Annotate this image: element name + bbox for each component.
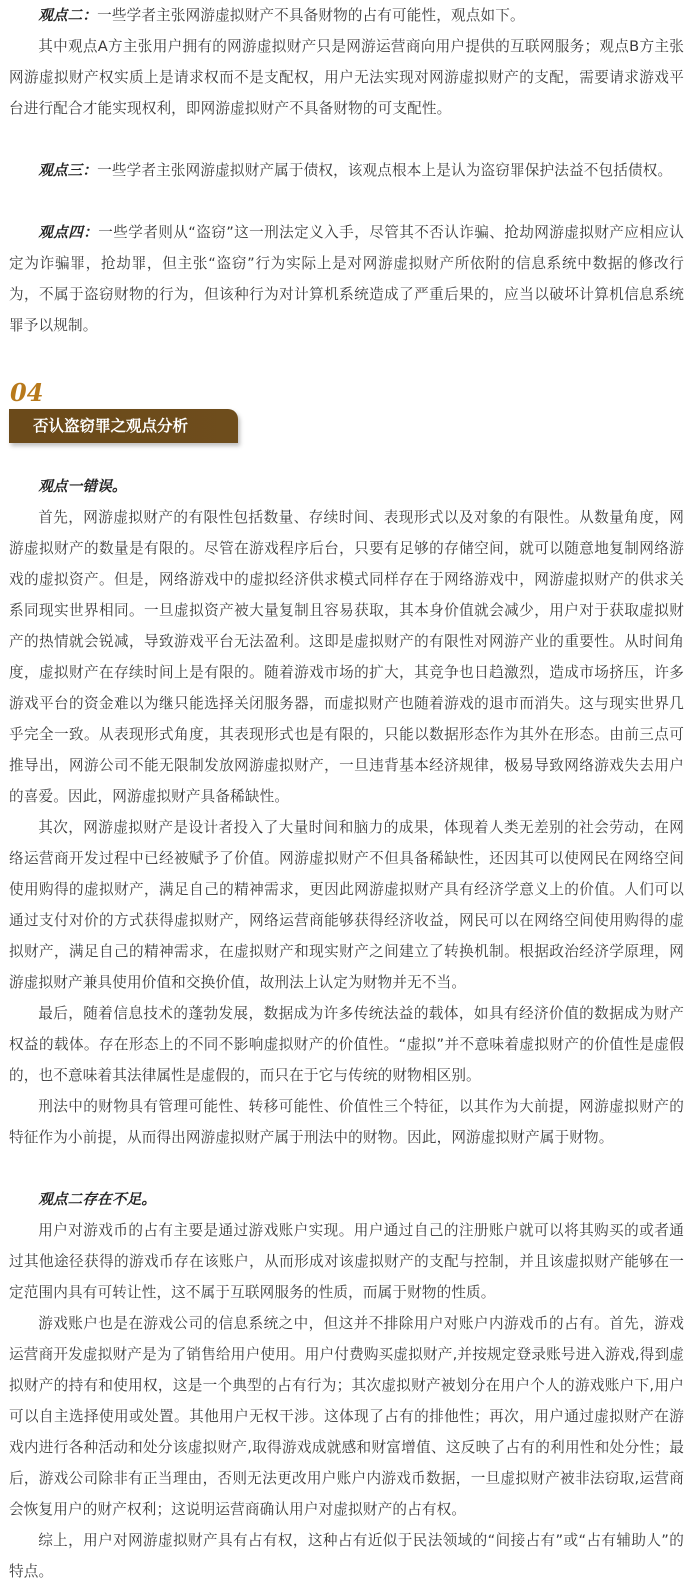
analysis-heading-1-text: 观点一错误。 bbox=[38, 478, 127, 495]
paragraph-viewpoint-2-detail: 其中观点A方主张用户拥有的网游虚拟财产只是网游运营商向用户提供的互联网服务；观点B方主张网游虚拟财产权实质上是请求权而不是支配权，用户无法实现对网游虚拟财产的支配，需要请求游戏平台进行配合才能实现权利，即网游虚拟财产不具备财物的可支配性。 bbox=[9, 38, 684, 117]
section-title-banner: 否认盗窃罪之观点分析 bbox=[9, 409, 238, 443]
paragraph-viewpoint-4 bbox=[9, 217, 684, 341]
analysis-paragraph-6: 游戏账户也是在游戏公司的信息系统之中，但这并不排除用户对账户内游戏币的占有。首先，游戏运营商开发虚拟财产是为了销售给用户使用。用户付费购买虚拟财产,并按规定登录账号进入游戏,得到虚拟财产的持有和使用权，这是一个典型的占有行为；其次虚拟财产被划分在用户个人的游戏账户下,用户可以自主选择使用或处置。其他用户无权干涉。这体现了占有的排他性；再次，用户通过虚拟财产在游戏内进行各种活动和处分该虚拟财产,取得游戏成就感和财富增值、这反映了占有的利用性和处分性；最后，游戏公司除非有正当理由，否则无法更改用户账户内游戏币数据，一旦虚拟财产被非法窃取,运营商会恢复用户的财产权利；这说明运营商确认用户对虚拟财产的占有权。 bbox=[9, 1315, 684, 1518]
analysis-paragraph-2: 其次，网游虚拟财产是设计者投入了大量时间和脑力的成果，体现着人类无差别的社会劳动，在网络运营商开发过程中已经被赋予了价值。网游虚拟财产不但具备稀缺性，还因其可以使网民在网络空间使用购得的虚拟财产，满足自己的精神需求，更因此网游虚拟财产具有经济学意义上的价值。人们可以通过支付对价的方式获得虚拟财产，网络运营商能够获得经济收益，网民可以在网络空间使用购得的虚拟财产，满足自己的精神需求，在虚拟财产和现实财产之间建立了转换机制。根据政治经济学原理，网游虚拟财产兼具使用价值和交换价值，故刑法上认定为财物并无不当。 bbox=[9, 819, 684, 991]
paragraph-viewpoint-3 bbox=[9, 155, 684, 186]
viewpoint-4-label: 观点四： bbox=[38, 224, 99, 241]
analysis-heading-2-text: 观点二存在不足。 bbox=[38, 1191, 157, 1208]
viewpoint-3-label: 观点三： bbox=[38, 162, 98, 179]
analysis-paragraph-3: 最后，随着信息技术的蓬勃发展，数据成为许多传统法益的载体，如具有经济价值的数据成为财产权益的载体。存在形态上的不同不影响虚拟财产的价值性。“虚拟”并不意味着虚拟财产的价值性是虚假的，也不意味着其法律属性是虚假的，而只在于它与传统的财物相区别。 bbox=[9, 1005, 684, 1084]
analysis-paragraph-5: 用户对游戏币的占有主要是通过游戏账户实现。用户通过自己的注册账户就可以将其购买的或者通过其他途径获得的游戏币存在该账户，从而形成对该虚拟财产的支配与控制，并且该虚拟财产能够在一定范围内具有可转让性，这不属于互联网服务的性质，而属于财物的性质。 bbox=[9, 1222, 684, 1301]
analysis-paragraph-1: 首先，网游虚拟财产的有限性包括数量、存续时间、表现形式以及对象的有限性。从数量角度，网游虚拟财产的数量是有限的。尽管在游戏程序后台，只要有足够的存储空间，就可以随意地复制网络游戏的虚拟资产。但是，网络游戏中的虚拟经济供求模式同样存在于网络游戏中，网游虚拟财产的供求关系同现实世界相同。一旦虚拟资产被大量复制且容易获取，其本身价值就会减少，用户对于获取虚拟财产的热情就会锐减，导致游戏平台无法盈利。这即是虚拟财产的有限性对网游产业的重要性。从时间角度，虚拟财产在存续时间上是有限的。随着游戏市场的扩大，其竞争也日趋激烈，造成市场挤压，许多游戏平台的资金难以为继只能选择关闭服务器，而虚拟财产也随着游戏的退市而消失。这与现实世界几乎完全一致。从表现形式角度，其表现形式也是有限的，只能以数据形态作为其外在形态。由前三点可推导出，网游公司不能无限制发放网游虚拟财产，一旦违背基本经济规律，极易导致网络游戏失去用户的喜爱。因此，网游虚拟财产具备稀缺性。 bbox=[9, 509, 684, 805]
analysis-heading-1 bbox=[9, 471, 684, 502]
analysis-paragraph-7: 综上，用户对网游虚拟财产具有占有权，这种占有近似于民法领域的“间接占有”或“占有辅助人”的特点。 bbox=[9, 1532, 684, 1580]
viewpoint-2-label: 观点二： bbox=[38, 7, 98, 24]
analysis-heading-2 bbox=[9, 1184, 684, 1215]
paragraph-viewpoint-2 bbox=[9, 0, 684, 31]
analysis-paragraph-4: 刑法中的财物具有管理可能性、转移可能性、价值性三个特征，以其作为大前提，网游虚拟财产的特征作为小前提，从而得出网游虚拟财产属于刑法中的财物。因此，网游虚拟财产属于财物。 bbox=[9, 1098, 684, 1146]
viewpoint-4-text: 一些学者则从“盗窃”这一刑法定义入手，尽管其不否认诈骗、抢劫网游虚拟财产应相应认定为诈骗罪，抢劫罪，但主张“盗窃”行为实际上是对网游虚拟财产所依附的信息系统中数据的修改行为，不属于盗窃财物的行为，但该种行为对计算机系统造成了严重后果的，应当以破坏计算机信息系统罪予以规制。 bbox=[9, 224, 684, 334]
viewpoint-2-text: 一些学者主张网游虚拟财产不具备财物的占有可能性，观点如下。 bbox=[97, 7, 525, 24]
section-number: 04 bbox=[10, 378, 44, 407]
viewpoint-3-text: 一些学者主张网游虚拟财产属于债权，该观点根本上是认为盗窃罪保护法益不包括债权。 bbox=[97, 162, 673, 179]
